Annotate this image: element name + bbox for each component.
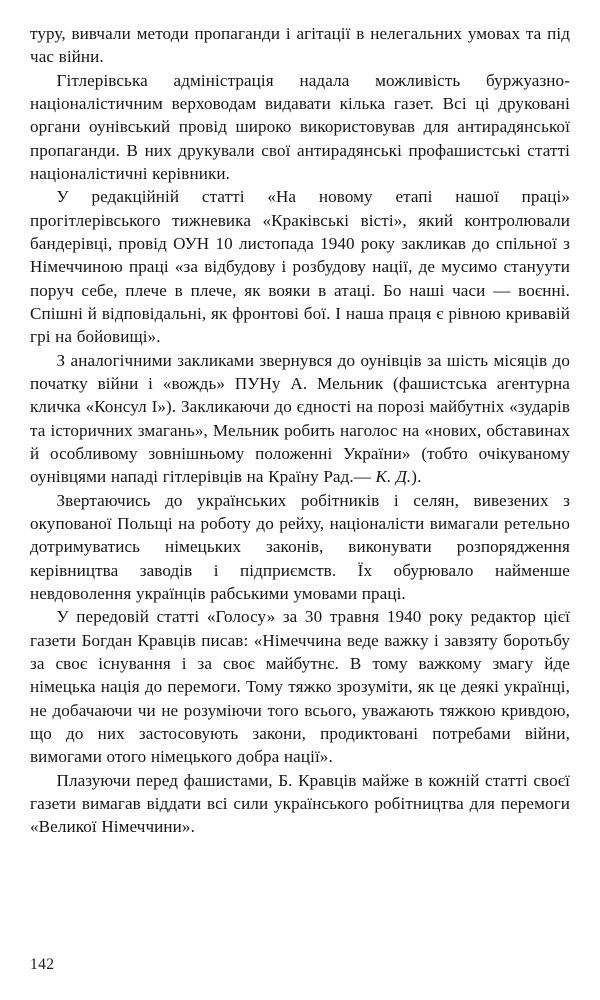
paragraph-2: Гітлерівська адміністрація надала можливість буржуазно-націоналістичним верховодам видавати кілька газет. Всі ці друковані органи оунівський провід широко використовував для антирадянської пропаганди. В них друкували свої антирадянські профашистські статті націоналістичні керівники.: [30, 70, 570, 183]
paragraph-6: У передовій статті «Голосу» за 30 травня 1940 року редактор цієї газети Богдан Кравців писав: «Німеччина веде важку і завзяту боротьбу за своє існування і за своє майбутнє. В тому важкому змагу йде німецька нація до перемоги. Тому тяжко зрозуміти, як це деякі українці, не добачаючи чи не розуміючи того всього, уважають тяжкою кривдою, що до них застосовують закони, продиктовані потребами війни, вимогами отого німецького добра нації».: [30, 607, 570, 767]
paragraph-4-tail: ).: [411, 467, 422, 487]
paragraph-4: [30, 349, 570, 489]
page-body: [30, 22, 570, 838]
paragraph-7: Плазуючи перед фашистами, Б. Кравців майже в кожній статті своєї газети вимагав віддати всі сили українського робітництва для перемоги «Великої Німеччини».: [30, 770, 570, 837]
paragraph-3: У редакційній статті «На новому етапі нашої праці» прогітлерівського тижневика «Краківські вісті», який контролювали бандерівці, провід ОУН 10 листопада 1940 року закликав до спільної з Німеччиною праці «за відбудову і розбудову нації, де мусимо стануути поруч себе, плече в плече, як вояки в атаці. Бо наші часи — воєнні. Спішні й відповідальні, як фронтові бої. І наша праця є рівною кривавій грі на бойовищі».: [30, 187, 570, 347]
paragraph-4-initials: К. Д.: [375, 467, 412, 487]
paragraph-5: Звертаючись до українських робітників і селян, вивезених з окупованої Польщі на роботу до рейху, націоналісти вимагали ретельно дотримуватись німецьких законів, виконувати розпорядження керівництва заводів і підприємств. Їх обурювало найменше невдоволення українців рабськими умовами праці.: [30, 490, 570, 603]
paragraph-4-text: З аналогічними закликами звернувся до оунівців за шість місяців до початку війни і «вождь» ПУНу А. Мельник (фашистська агентурна кличка «Консул І»). Закликаючи до єдності на порозі майбутніх «зударів та історичних змагань», Мельник робить наголос на «нових, обставинах й особливому зовнішньому положенні України» (тобто очікуваному оунівцями нападі гітлерівців на Країну Рад.—: [30, 350, 570, 487]
page-number: 142: [30, 956, 55, 973]
paragraph-1: туру, вивчали методи пропаганди і агітації в нелегальних умовах та під час війни.: [30, 24, 570, 67]
